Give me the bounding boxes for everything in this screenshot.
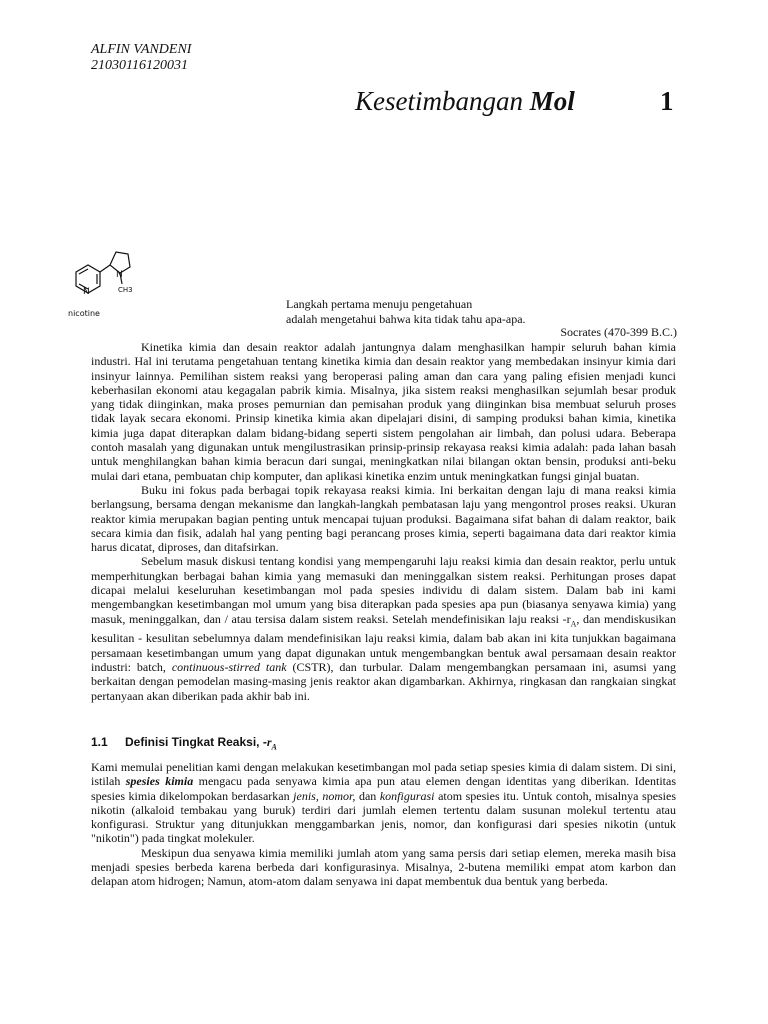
section-p1-a: Kami memulai penelitian kami dengan melakukan kesetimbangan mol pada setiap spesies kimia di dalam sistem. Di sini, istilah	[91, 760, 676, 789]
introduction-text	[91, 340, 676, 703]
paragraph-3	[91, 554, 676, 702]
section-symbol-subscript: A	[271, 742, 277, 752]
author-id: 21030116120031	[91, 58, 188, 73]
section-p1-b: mengacu pada senyawa kimia apa pun atau elemen dengan identitas yang diberikan. Identitas spesies kimia dikelompokan berdasarkan	[91, 774, 676, 803]
nicotine-structure-diagram	[58, 232, 158, 322]
paragraph-1: Kinetika kimia dan desain reaktor adalah jantungnya dalam menghasilkan hampir seluruh bahan kimia industri. Hal ini terutama pengetahuan tentang kinetika kimia dan desain reaktor yang membedakan insinyur kimia dari insinyur lainnya. Pemilihan sistem reaksi yang beroperasi paling aman dan cara yang paling efisien menjadi kunci keberhasilan ekonomi atau kegagalan pabrik kimia. Misalnya, jika sistem reaksi menghasilkan sejumlah besar produk yang tidak diinginkan, maka proses pemurnian dan pemisahan produk yang diinginkan bisa membuat seluruh proses tidak layak secara ekonomi. Prinsip kinetika kimia akan dipelajari disini, di samping produksi bahan kimia, kinetika kimia juga dapat diterapkan dalam bidang-bidang seperti sistem pengolahan air limbah, dan polusi udara. Beberapa contoh masalah yang digunakan untuk mengilustrasikan prinsip-prinsip rekayasa reaksi kimia adalah: pada lahan basah untuk menghilangkan bahan kimia beracun dari sungai, meningkatkan nilai bilangan oktan bensin, produksi anti-beku mulai dari etana, pembuatan chip komputer, dan aplikasi kinetika enzim untuk meningkatkan fungsi ginjal buatan.	[91, 340, 676, 483]
chapter-title	[355, 86, 575, 117]
chapter-title-word: Kesetimbangan	[355, 86, 523, 116]
section-p1-d: dan	[355, 788, 380, 803]
paragraph-2: Buku ini fokus pada berbagai topik rekayasa reaksi kimia. Ini berkaitan dengan laju di mana reaksi kimia berlangsung, bersama dengan mekanisme dan langkah-langkah pembatasan laju yang mengontrol proses reaksi. Ukuran reaktor kimia merupakan bagian penting untuk mencapai tujuan produksi. Bagaimana sifat bahan di dalam reaktor, baik secara kimia dan fisik, adalah hal yang penting bagi perancang proses kimia, seperti bagaimana data dari reaktor kimia harus dicatat, diproses, dan ditafsirkan.	[91, 482, 676, 555]
section-text	[91, 760, 676, 889]
section-symbol: r	[266, 735, 272, 749]
section-paragraph-2: Meskipun dua senyawa kimia memiliki jumlah atom yang sama persis dari setiap elemen, mereka masih bisa menjadi spesies berbeda karena berbeda dari konfigurasinya. Misalnya, 2-butena memiliki empat atom karbon dan delapan atom hidrogen; Namun, atom-atom dalam senyawa ini dapat membentuk dua bentuk yang berbeda.	[91, 845, 676, 889]
paragraph-3-part-1: Sebelum masuk diskusi tentang kondisi yang mempengaruhi laju reaksi kimia dan desain reaktor, perlu untuk memperhitungkan berbagai bahan kimia yang memasuki dan meninggalkan sistem reaksi. Perhitungan proses dapat dicapai melalui keseluruhan kesetimbangan mol pada spesies individu di dalam sistem. Dalam bab ini kami mengembangkan kesetimbangan mol umum yang bisa diterapkan pada spesies apa pun (biasanya senyawa kimia) yang masuk, meninggalkan, dan / atau tersisa dalam sistem reaksi. Setelah mendefinisikan laju reaksi -r	[91, 554, 676, 626]
paragraph-3-part-3: (CSTR), dan turbular. Dalam mengembangkan persamaan ini, asumsi yang berkaitan dengan pemodelan masing-masing jenis reaktor akan digambarkan. Akhirnya, ringkasan dan rangkaian singkat pertanyaan akan diberikan pada akhir bab ini.	[91, 659, 677, 703]
term-konfigurasi: konfigurasi	[379, 788, 435, 803]
connecting-bond	[100, 265, 110, 272]
pyrrolidine-n-label: N	[116, 270, 123, 280]
chapter-title-bold: Mol	[529, 86, 575, 116]
section-title: Definisi Tingkat Reaksi, -	[125, 735, 267, 749]
section-p1-e: atom spesies itu. Untuk contoh, misalnya spesies nikotin (alkaloid tembakau yang buruk) terdiri dari jumlah elemen tertentu dalam susunan molekul tertentu atau konfigurasi. Struktur yang ditunjukkan menggambarkan jenis, nomor, dan konfigurasi dari spesies nikotin (untuk "nikotin") pada tingkat molekuler.	[91, 788, 677, 846]
section-paragraph-1	[91, 760, 676, 846]
methyl-label: CH3	[118, 286, 133, 294]
chapter-number: 1	[660, 86, 674, 116]
term-spesies-kimia: spesies kimia	[125, 774, 194, 789]
pyridine-n-label: N	[83, 287, 90, 297]
rate-subscript: A	[570, 619, 577, 629]
section-heading	[91, 735, 277, 751]
epigraph	[286, 297, 526, 327]
paragraph-3-italic: continuous-stirred tank	[171, 659, 287, 674]
author-block	[91, 42, 191, 74]
section-number: 1.1	[91, 735, 108, 749]
term-nomor: nomor,	[322, 788, 356, 803]
molecule-caption: nicotine	[68, 309, 100, 318]
paragraph-3-part-2: , dan mendiskusikan kesulitan - kesulitan sebelumnya dalam mendefinisikan laju reaksi kimia, dalam bab akan ini kita tunjukkan bagaimana persamaan kesetimbangan umum yang dapat digunakan untuk mengembangkan bentuk awal persamaan desain reaktor industri: batch,	[91, 611, 676, 674]
epigraph-author: Socrates (470-399 B.C.)	[560, 325, 677, 339]
author-name: ALFIN VANDENI	[91, 42, 192, 57]
term-jenis: jenis,	[293, 788, 319, 803]
epigraph-line-1: Langkah pertama menuju pengetahuan	[286, 297, 473, 311]
epigraph-line-2: adalah mengetahui bahwa kita tidak tahu apa-apa.	[286, 312, 526, 326]
